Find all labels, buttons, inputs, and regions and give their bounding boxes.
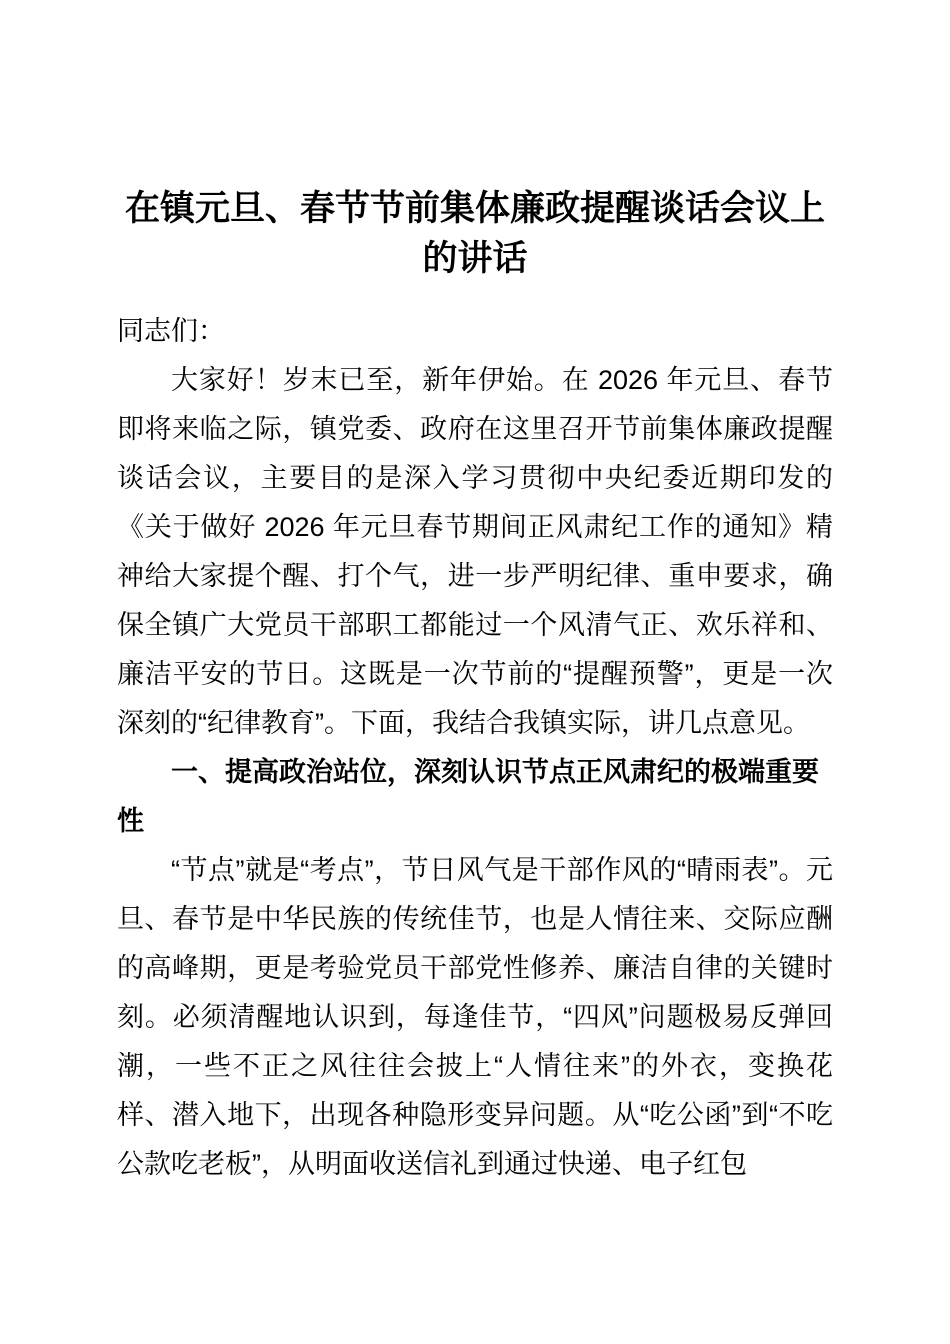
paragraph-opening: 大家好！岁末已至，新年伊始。在 2026 年元旦、春节即将来临之际，镇党委、政府在这里召开节前集体廉政提醒谈话会议，主要目的是深入学习贯彻中央纪委近期印发的《关于做好 2026 年元旦春节期间正风肃纪工作的通知》精神给大家提个醒、打个气，进一步严明纪律、重申要求，确保全镇广大党员干部职工都能过一个风清气正、欢乐祥和、廉洁平安的节日。这既是一次节前的“提醒预警”，更是一次深刻的“纪律教育”。下面，我结合我镇实际，讲几点意见。 [117, 365, 833, 738]
section-heading-1: 一、提高政治站位，深刻认识节点正风肃纪的极端重要性 [117, 757, 819, 836]
salutation: 同志们： [117, 316, 225, 346]
document-title: 在镇元旦、春节节前集体廉政提醒谈话会议上的讲话 [124, 189, 825, 278]
paragraph-section-1-body: “节点”就是“考点”，节日风气是干部作风的“晴雨表”。元旦、春节是中华民族的传统佳节，也是人情往来、交际应酬的高峰期，更是考验党员干部党性修养、廉洁自律的关键时刻。必须清醒地认识到，每逢佳节，“四风”问题极易反弹回潮，一些不正之风往往会披上“人情往来”的外衣，变换花样、潜入地下，出现各种隐形变异问题。从“吃公函”到“不吃公款吃老板”，从明面收送信礼到通过快递、电子红包 [117, 855, 833, 1179]
